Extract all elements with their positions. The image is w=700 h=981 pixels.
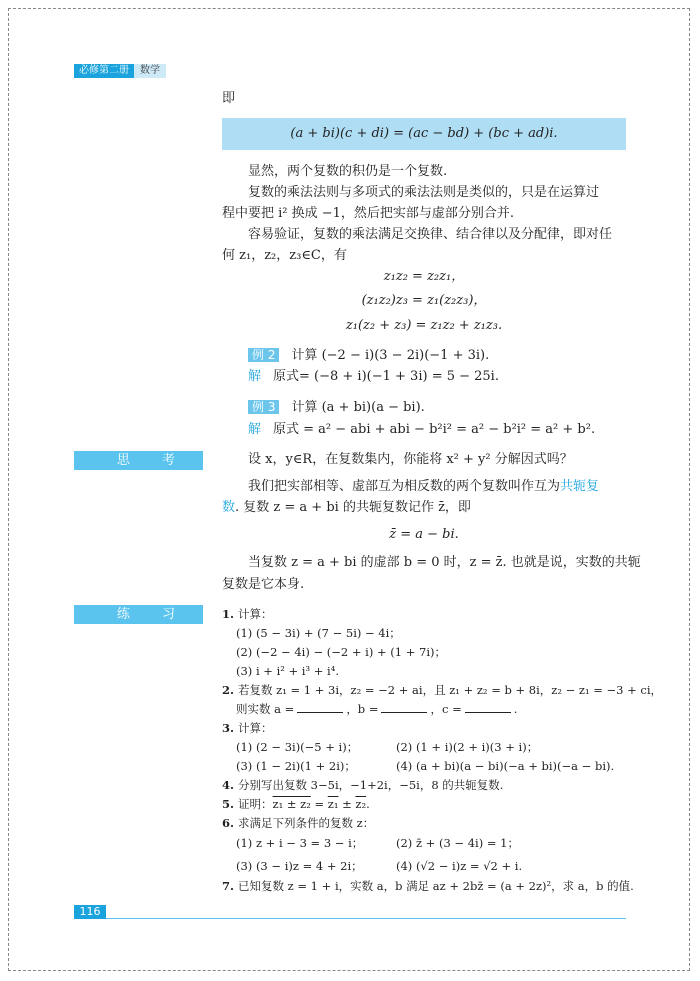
formula-box: (a + bi)(c + di) = (ac − bd) + (bc + ad)i. — [222, 118, 626, 150]
math: z₂ — [355, 797, 367, 811]
answer-blank-a[interactable] — [297, 700, 343, 713]
book-title: 必修第二册 — [74, 64, 134, 78]
text: . 复数 z = a + bi 的共轭复数记作 z̄，即 — [235, 500, 471, 515]
think-text: 设 x，y∈R，在复数集内，你能将 x² + y² 分解因式吗？ — [248, 452, 573, 467]
num: 4. — [222, 778, 235, 792]
exercise-item: (1) (5 − 3i) + (7 − 5i) − 4i； — [236, 626, 401, 640]
math: = — [310, 797, 328, 811]
text: ，c = — [430, 702, 462, 716]
paragraph: 何 z₁，z₂，z₃∈C，有 — [222, 248, 347, 263]
equation: z₁(z₂ + z₃) = z₁z₂ + z₁z₃. — [345, 318, 503, 333]
text: 证明： — [238, 797, 273, 811]
key-term: 共轭复 — [560, 479, 600, 494]
num: 1. — [222, 607, 235, 621]
example-label: 例 3 — [248, 400, 279, 414]
paragraph — [222, 499, 471, 517]
exercise-1 — [222, 605, 273, 623]
exercise-item: (3) (1 − 2i)(1 + 2i)； — [236, 759, 356, 773]
solution-label: 解 — [248, 422, 262, 437]
example-label: 例 2 — [248, 348, 279, 362]
solution-2 — [248, 368, 499, 386]
math: z₁ — [327, 797, 339, 811]
exercise-item: (2) (1 + i)(2 + i)(3 + i)； — [396, 740, 539, 754]
paragraph: 显然，两个复数的积仍是一个复数. — [248, 164, 448, 179]
exercise-item: (2) z̄ + (3 − 4i) = 1； — [396, 836, 519, 850]
paragraph: 程中要把 i² 换成 −1，然后把实部与虚部分别合并. — [222, 206, 515, 221]
text: 我们把实部相等、虚部互为相反数的两个复数叫作互为 — [248, 479, 561, 494]
example-text: 计算 (a + bi)(a − bi). — [291, 400, 425, 415]
exercise-6 — [222, 814, 374, 832]
answer-blank-c[interactable] — [465, 700, 511, 713]
exercise-4 — [222, 776, 503, 794]
num: 2. — [222, 683, 235, 697]
exercise-item: (3) i + i² + i³ + i⁴. — [236, 664, 339, 678]
num: 6. — [222, 816, 235, 830]
solution-label: 解 — [248, 369, 262, 384]
equation: z₁z₂ = z₂z₁， — [383, 269, 465, 284]
num: 5. — [222, 797, 235, 811]
exercise-7 — [222, 877, 634, 895]
exercise-item: (4) (a + bi)(a − bi)(−a + bi)(−a − bi). — [396, 759, 615, 773]
exercise-5 — [222, 795, 370, 813]
solution-text: 原式= (−8 + i)(−1 + 3i) = 5 − 25i. — [273, 369, 499, 384]
text: 分别写出复数 3−5i，−1+2i，−5i，8 的共轭复数. — [238, 778, 504, 792]
text: 计算： — [238, 607, 273, 621]
text: 若复数 z₁ = 1 + 3i，z₂ = −2 + ai，且 z₁ + z₂ = b + 8i，z₂ − z₁ = −3 + ci， — [238, 683, 663, 697]
example-2 — [248, 346, 489, 365]
subject: 数学 — [134, 64, 166, 78]
text: 计算： — [238, 721, 273, 735]
exercise-item: (4) (√2 − i)z = √2 + i. — [396, 859, 523, 873]
exercise-3 — [222, 719, 273, 737]
math: ± — [338, 797, 356, 811]
text: 求满足下列条件的复数 z： — [238, 816, 375, 830]
text: 则实数 a = — [236, 702, 295, 716]
exercise-item: (1) (2 − 3i)(−5 + i)； — [236, 740, 359, 754]
exercise-item-row — [236, 857, 626, 875]
equation: z̄ = a − bi. — [389, 527, 459, 542]
text: ，b = — [346, 702, 379, 716]
exercise-item: (1) z + i − 3 = 3 − i； — [236, 836, 364, 850]
math: . — [366, 797, 370, 811]
answer-blank-b[interactable] — [381, 700, 427, 713]
text-ji: 即 — [222, 91, 236, 106]
exercise-blanks — [236, 700, 517, 718]
exercise-item-row — [236, 834, 626, 852]
paragraph: 容易验证，复数的乘法满足交换律、结合律以及分配律，即对任 — [248, 227, 613, 242]
exercise-item: (3) (3 − i)z = 4 + 2i； — [236, 859, 363, 873]
paragraph: 复数是它本身. — [222, 577, 305, 592]
example-3 — [248, 398, 425, 417]
num: 7. — [222, 879, 235, 893]
exercise-item-row — [236, 757, 626, 775]
running-header — [74, 64, 166, 78]
text: . — [513, 702, 518, 716]
paragraph — [248, 478, 599, 496]
exercise-label: 练 习 — [74, 605, 203, 624]
num: 3. — [222, 721, 235, 735]
paragraph: 当复数 z = a + bi 的虚部 b = 0 时，z = z̄. 也就是说，实数的共轭 — [248, 555, 641, 570]
example-text: 计算 (−2 − i)(3 − 2i)(−1 + 3i). — [291, 348, 490, 363]
page-number: 116 — [74, 905, 106, 919]
exercise-item: (2) (−2 − 4i) − (−2 + i) + (1 + 7i)； — [236, 645, 446, 659]
solution-3 — [248, 421, 595, 439]
key-term: 数 — [222, 500, 236, 515]
math: z₁ ± z₂ — [272, 797, 311, 811]
solution-text: 原式 = a² − abi + abi − b²i² = a² − b²i² = a² + b². — [273, 422, 596, 437]
text: 已知复数 z = 1 + i，实数 a，b 满足 az + 2bz̄ = (a + 2z)²，求 a，b 的值. — [238, 879, 634, 893]
think-label: 思 考 — [74, 451, 203, 470]
footer-rule — [106, 918, 626, 919]
equation: (z₁z₂)z₃ = z₁(z₂z₃)， — [361, 293, 487, 308]
exercise-item-row — [236, 738, 626, 756]
exercise-2 — [222, 681, 662, 699]
paragraph: 复数的乘法法则与多项式的乘法法则是类似的，只是在运算过 — [248, 185, 600, 200]
